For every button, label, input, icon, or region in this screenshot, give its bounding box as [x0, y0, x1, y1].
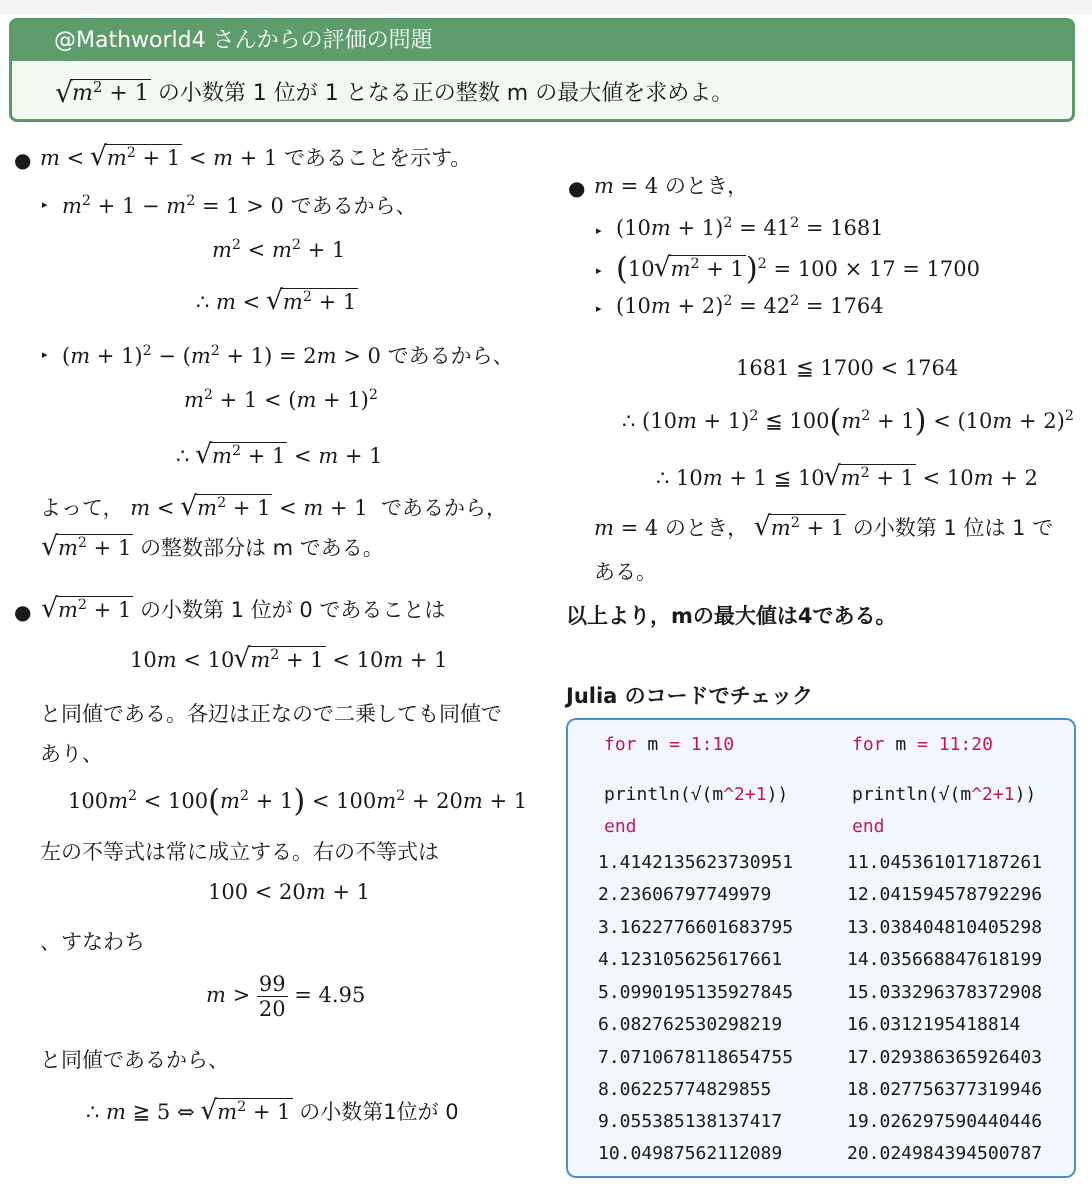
right-for-line — [852, 734, 993, 755]
close-parens: )) — [766, 784, 789, 805]
m4-text: のとき， — [664, 174, 749, 198]
for-var: m — [647, 734, 659, 755]
namely-text: 、すなわち — [40, 930, 145, 954]
output-right-0: 11.045361017187261 — [847, 852, 1043, 873]
integer-part-text: の整数部分は m である。 — [140, 536, 384, 560]
output-right-5: 16.0312195418814 — [847, 1014, 1021, 1035]
close-parens: )) — [1014, 784, 1037, 805]
julia-heading: Julia のコードでチェック — [566, 684, 814, 708]
code-box — [566, 718, 1076, 1178]
eq-1681-chain: 1681 ≦ 1700 < 1764 — [736, 356, 959, 380]
output-left-6: 7.0710678118654755 — [598, 1047, 794, 1068]
step2-line: $(m + 1)^2 - (m^2 + 1) = 2m > 0$ であるから、 — [62, 343, 514, 368]
pow-expr: ^2+1 — [971, 784, 1015, 805]
output-right-8: 19.026297590440446 — [847, 1111, 1043, 1132]
step2-text: であるから、 — [387, 344, 514, 368]
left-end: end — [604, 816, 637, 837]
m4-conclusion-text2: の小数第 1 位は 1 で — [852, 516, 1054, 540]
eq-10m-ineq: 10m < 10√ $m^2 + 1 < 10m + 1$ — [130, 646, 448, 672]
println-call: println(√(m — [604, 784, 724, 805]
final-zero-text: の小数第1位が 0 — [299, 1100, 459, 1124]
eq-m2-lt-sq: $m^2 + 1 < (m + 1)^2$ — [184, 387, 378, 412]
left-println-line — [604, 784, 788, 805]
output-right-6: 17.029386365926403 — [847, 1047, 1043, 1068]
sub-bullet: ▸ — [42, 198, 48, 211]
m4-conclusion-text3: ある。 — [594, 560, 657, 584]
integer-part-line: √ $m^2 + 1$ の整数部分は m である。 — [42, 532, 384, 562]
m4-conclusion-text: のとき， — [664, 516, 749, 540]
zero-text: の小数第 1 位が 0 であることは — [140, 598, 446, 622]
sub-bullet: ▸ — [596, 302, 602, 315]
answer-text: 以上より，mの最大値は4である。 — [566, 604, 897, 628]
fraction: $\frac{99}{20}$ — [258, 972, 286, 1021]
output-left-0: 1.4142135623730951 — [598, 852, 794, 873]
eq-1700: (10√ $m^2 + 1)^2 = 100 \times 17 = 1700$ — [616, 252, 980, 287]
eq-sqrt-lt: ∴ √ $m^2 + 1 < m + 1$ — [176, 442, 383, 468]
equiv-text2: あり、 — [40, 742, 103, 766]
eq-42sq: $(10m + 2)^2 = 42^2 = 1764$ — [616, 293, 884, 318]
left-for-line — [604, 734, 734, 755]
bullet: ● — [14, 148, 32, 172]
step1-text: であるから、 — [290, 194, 417, 218]
eq-m-gt: m > $\frac{99}{20}$ = 4.95 — [206, 972, 366, 1021]
output-left-3: 4.123105625617661 — [598, 949, 783, 970]
top-strip — [0, 0, 1092, 14]
output-right-1: 12.041594578792296 — [847, 884, 1043, 905]
bullet: ● — [14, 600, 32, 624]
equiv-since-text: と同値であるから、 — [40, 1048, 229, 1072]
therefore-line: よって， m < √ $m^2 + 1 < m + 1$ であるから， — [40, 492, 507, 522]
output-left-7: 8.06225774829855 — [598, 1079, 772, 1100]
eq-m2-lt: $m^2 < m^2 + 1$ — [212, 237, 346, 262]
right-println-line — [852, 784, 1036, 805]
for-range: 11:20 — [938, 734, 993, 755]
equiv-text: と同値である。各辺は正なので二乗しても同値で — [40, 702, 502, 726]
println-call: println(√(m — [852, 784, 972, 805]
output-left-8: 9.055385138137417 — [598, 1111, 783, 1132]
for-keyword: for — [852, 734, 885, 755]
claim-text: であることを示す。 — [284, 146, 472, 170]
eq-41sq: $(10m + 1)^2 = 41^2 = 1681$ — [616, 215, 884, 240]
output-left-5: 6.082762530298219 — [598, 1014, 783, 1035]
eq-root-chain: ∴ 10m + 1 ≦ 10√ $m^2 + 1 < 10m + 2$ — [656, 464, 1038, 490]
sub-bullet: ▸ — [596, 224, 602, 237]
problem-statement: √ $m^2 + 1$ の小数第 1 位が 1 となる正の整数 m の最大値を求めよ。 — [56, 76, 733, 107]
for-var: m — [895, 734, 907, 755]
eq-100-lt: 100 < 20m + 1 — [208, 880, 370, 904]
bullet: ● — [568, 176, 586, 200]
problem-statement-text: の小数第 1 位が 1 となる正の整数 m の最大値を求めよ。 — [157, 81, 734, 106]
right-end: end — [852, 816, 885, 837]
left-ineq-text: 左の不等式は常に成立する。右の不等式は — [40, 840, 439, 864]
eq-squared-chain: ∴ $(10m + 1)^2$ ≦ $100(m^2 + 1) < (10m + 2)^2$ — [622, 404, 1074, 439]
output-right-3: 14.035668847618199 — [847, 949, 1043, 970]
problem-header: @Mathworld4 さんからの評価の問題 — [12, 21, 1072, 61]
output-right-4: 15.033296378372908 — [847, 982, 1043, 1003]
sub-bullet: ▸ — [42, 348, 48, 361]
therefore-suffix: であるから， — [381, 496, 508, 520]
for-eq: = — [669, 734, 680, 755]
therefore-prefix: よって， — [40, 496, 124, 520]
output-right-7: 18.027756377319946 — [847, 1079, 1043, 1100]
eq-100m2: $100m^2 < 100(m^2 + 1) < 100m^2 + 20m + 1$ — [68, 784, 528, 819]
output-left-4: 5.0990195135927845 — [598, 982, 794, 1003]
pow-expr: ^2+1 — [723, 784, 767, 805]
sub-bullet: ▸ — [596, 264, 602, 277]
final-zero-line: ∴ m ≧ 5 ⇔ √ $m^2 + 1$ の小数第1位が 0 — [86, 1096, 459, 1126]
zero-line: √ $m^2 + 1$ の小数第 1 位が 0 であることは — [42, 594, 445, 624]
step1-line: $m^2 + 1 - m^2 = 1 > 0$ であるから、 — [62, 193, 417, 218]
output-right-2: 13.038404810405298 — [847, 917, 1043, 938]
output-left-2: 3.1622776601683795 — [598, 917, 794, 938]
claim-line: m < √ $m^2 + 1 < m + 1$ であることを示す。 — [40, 142, 471, 172]
eq-m-lt-sqrt: ∴ m < √ $m^2 + 1$ — [196, 288, 358, 314]
for-eq: = — [917, 734, 928, 755]
m4-conclusion-line: m = 4 のとき， √ $m^2 + 1$ の小数第 1 位は 1 で — [594, 512, 1053, 542]
m4-line: m = 4 のとき， — [594, 174, 749, 198]
for-keyword: for — [604, 734, 637, 755]
for-range: 1:10 — [690, 734, 735, 755]
output-left-9: 10.04987562112089 — [598, 1143, 783, 1164]
output-right-9: 20.024984394500787 — [847, 1143, 1043, 1164]
output-left-1: 2.23606797749979 — [598, 884, 772, 905]
